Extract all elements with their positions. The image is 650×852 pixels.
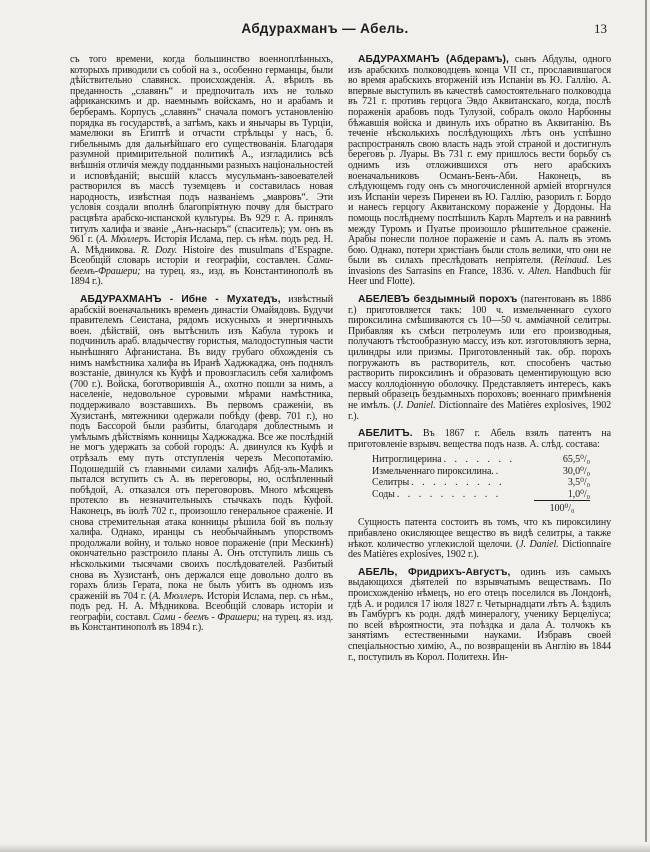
dot-leader: . [495, 465, 502, 477]
row-value: 3,5⁰/₀ [567, 477, 590, 489]
row-label: Соды [372, 488, 395, 500]
article-abdurahman-ibne-muhated [70, 295, 333, 634]
article-body [348, 568, 611, 663]
left-column [70, 55, 333, 663]
text-columns [0, 45, 650, 663]
article-headword: АБДУРАХМАНЪ - Ибне - Мухатедъ, [80, 294, 281, 306]
article-body [348, 55, 611, 288]
row-label: Селитры [372, 477, 410, 489]
row-label: Нитроглицерина [372, 454, 442, 466]
table-row-nitroglycerin [372, 454, 590, 466]
article-text: Въ 1867 г. Абель взялъ патентъ на приготовленіе взрывч. вещества подъ назв. А. слѣд. состава: [348, 428, 611, 450]
dot-leader: . . . . . . . . . [411, 477, 505, 489]
row-label: Измельченнаго пироксилина. [372, 465, 494, 477]
row-value: 65,5⁰/₀ [562, 454, 590, 466]
article-text: сынъ Абдулы, одного изъ арабскихъ полководцевъ конца VII ст., прославившагося во время арабскихъ вторженій изъ Испаніи въ Ю. Галлію. А. впервые выступилъ въ качествѣ самостоятельнаго полководца въ 721 г. противъ герцога Эвдо Аквитанскаго, когда, послѣ пораженія арабовъ подъ Тулузой, собралъ около Нарбонны бѣжавшія войска и двинулъ ихъ обратно въ Аквитанію. Въ теченіе нѣсколькихъ послѣдующихъ лѣтъ онъ успѣшно распространялъ свою власть надъ этой страной и достигнулъ береговъ р. Луары. Въ 731 г. ему пришлось вести борьбу съ однимъ изъ отложившихся отъ него арабскихъ военачальниковъ Османъ-Бенъ-Аби. Наконецъ, въ слѣдующемъ году онъ съ многочисленной арміей вторгнулся изъ Испаніи черезъ Пиренеи въ Ю. Галлію, разорилъ г. Бордо и нанесъ герцогу Аквитанскому пораженіе у Дордоны. На помощь послѣднему поспѣшилъ Карлъ Мартелъ и на равнинѣ между Туромъ и Пуатье произошло рѣшительное сраженіе. Арабы понесли полное пораженіе и самъ А. палъ въ этомъ бою. Однако, потери христіанъ были столь велики, что они не были въ силахъ преслѣдовать непріятеля. (Reinaud. Les invasions des Sarrasins en France, 1836. v. Alten. Handbuch für Heer und Flotte). [348, 54, 611, 288]
dot-leader: . . . . . . . . . . [396, 488, 502, 500]
table-row-saltpeter [372, 477, 590, 489]
article-headword: АБЕЛЬ, Фридрихъ-Августъ, [358, 566, 511, 578]
scan-bottom-shadow [0, 844, 650, 852]
article-body: съ того времени, когда большинство военноплѣнныхъ, которыхъ приводили съ собой на з., особенно германцы, были дѣйствительно славянск. происхожденія. А. вѣрилъ въ преданность „славянъ“ и предпочиталъ ихъ не только африканскимъ и др. наемнымъ войскамъ, но и арабамъ и берберамъ. Корпусъ „славянъ“ сначала помогъ установленію порядка въ государствѣ, а затѣмъ, какъ и янычары въ Турціи, мамелюки въ Египтѣ и отчасти стрѣльцы у насъ, б. гибельнымъ для дальнѣйшаго его существованія. Благодаря разумной примирительной политикѣ А., изгладились всѣ внѣшнія отличія между подданными разныхъ національностей и исповѣданій; высшій классъ мусульманъ-завоевателей растворился въ массѣ туземцевъ и составилась новая народность, извѣстная подъ названіемъ „мавровъ“. Эти условія создали вполнѣ благопріятную почву для быстраго расцвѣта арабско-испанской культуры. Въ 929 г. А. принялъ титулъ халифа и званіе „Анъ-насыръ“ (спаситель); ум. онъ въ 961 г. (А. Мюллеръ. Исторія Ислама, пер. съ нѣм. подъ ред. Н. А. Мѣдникова. R. Dozy. Histoire des musulmans d’Espagne. Всеобщій словарь исторіи и географіи, составлен. Сами-беемъ-Фрашери; на турец. яз., изд. въ Константинополѣ въ 1894 г.). [70, 54, 333, 288]
article-text: (патентованъ въ 1886 г.) приготовляется такъ: 100 ч. измельченнаго сухого пироксилина смѣшиваются съ 10—50 ч. амміачной селитры. Прибавляя къ смѣси петролеумъ или его производныя, получаютъ тѣстообразную массу, изъ кот. изготовляютъ зерна, цилиндры или призмы. Приготовленный так. обр. порохъ погружаютъ въ растворитель, кот. способенъ частью растворить пироксилинъ и образовать цементирующую всю массу коллодіонную оболочку. Представляетъ интересъ, какъ первый образецъ бездымныхъ пороховъ; военнаго примѣненія не имѣлъ. (J. Daniel. Dictionnaire des Matières explosives, 1902 г.). [348, 294, 611, 422]
article-abelev-smokeless-powder [348, 295, 611, 422]
article-text: Сущность патента состоитъ въ томъ, что къ пироксилину прибавлено окисляющее вещество въ видѣ селитры, а также нѣкот. количество углекислой щелочи. (J. Daniel. Dictionnaire des Matières explosives, 1902 г.). [348, 517, 611, 561]
article-body [348, 295, 611, 422]
article-abdurahman-iii-continuation [70, 55, 333, 288]
dot-leader: . . . . . . . [443, 454, 516, 466]
row-value: 1,0⁰/₀ [567, 488, 590, 500]
article-text: извѣстный арабскій военачальникъ временъ династіи Омайядовъ. Будучи правителемъ Сеистана, рядомъ искусныхъ и энергичныхъ воен. дѣйствій, онъ вытѣснилъ изъ Кабула турокъ и подчинилъ араб. владычеству гористыя, малодоступныя части нынѣшняго Афганистана. Въ виду грубаго обхожденія съ нимъ намѣстника халифа въ Иранѣ Хаджжаджа, онъ поднялъ возстаніе, двинулся къ Куфѣ и провозгласилъ себя халифомъ (700 г.). Войска, боготворившія А., охотно пошли за нимъ, а населеніе, недовольное суровыми мѣрами намѣстника, поддерживало возставшихъ. Въ первомъ сраженіи, въ Хузистанѣ, мятежники одержали побѣду (февр. 701 г.), но подъ Бассорой были разбиты, благодаря доблестнымъ и умѣлымъ дѣйствіямъ конницы Хаджжаджа. Все же послѣдній не могъ удержать за собой городъ: А. двинулся къ Куфѣ и отрѣзалъ ему путь отступленія черезъ Месопотамію. Подошедшій съ главными силами халифъ Абд-эль-Маликъ пытался вступить съ А. въ переговоры, но, ослѣпленный побѣдой, А. отказался отъ переговоровъ. Много мѣсяцевъ протекло въ незначительныхъ стычкахъ подъ Куфой. Наконецъ, въ іюлѣ 702 г., произошло генеральное сраженіе. И снова стремительная атака конницы рѣшила бой въ пользу халифа. Однако, иранцы съ необычайнымъ упорствомъ продолжали войну, и только новое пораженіе (при Мескинѣ) окончательно разстроило планы А. Онъ отступилъ лишь съ нѣсколькими тысячами своихъ послѣдователей. Разбитый снова въ Хузистанѣ, онъ держался еще довольно долго въ горахъ близь Герата, пока не былъ убитъ въ одномъ изъ сраженій въ 704 г. (А. Мюллеръ. Исторія Ислама, пер. съ нѣм., подъ ред. Н. А. Мѣдникова. Всеобщій словарь исторіи и географіи, составл. Сами - беемъ - Фрашери; на турец. яз. изд. въ Константинополѣ въ 1894 г.). [70, 294, 334, 634]
running-head [0, 0, 650, 45]
right-column [348, 55, 611, 663]
article-text: одинъ изъ самыхъ выдающихся дѣятелей по взрывчатымъ веществамъ. По происхожденію нѣмецъ, но его отецъ поселился въ Лондонѣ, гдѣ А. и родился 17 іюля 1827 г. Четырнадцати лѣтъ А. ѣздилъ въ Гамбургъ къ родн. дядѣ минералогу, ученику Берцеліуса; по всей вѣроятности, эта поѣздка и дала А. толчокъ къ занятіямъ естественными науками. Избравъ своей спеціальностью химію, А., по возвращеніи въ Англію въ 1844 г., поступилъ въ Корол. Политехн. Ин- [348, 566, 611, 663]
article-headword: АБЕЛЕВЪ бездымный порохъ [358, 294, 518, 306]
article-abdurahman-abderam [348, 55, 611, 288]
table-row-soda [372, 489, 590, 501]
article-headword: АБЕЛИТЪ. [358, 428, 413, 440]
table-total-value: 100⁰/₀ [534, 500, 590, 515]
article-patent-essence [348, 518, 611, 560]
scan-page-edge [645, 0, 647, 842]
article-abelit [348, 429, 611, 561]
table-row-pyroxylin [372, 466, 590, 478]
running-head-title: Абдурахманъ — Абель. [241, 21, 409, 36]
page-number: 13 [594, 21, 607, 36]
article-abel-frederick-august [348, 568, 611, 663]
article-body [70, 295, 333, 634]
row-value: 30,0⁰/₀ [562, 465, 590, 477]
article-intro [348, 429, 611, 450]
table-total-row [372, 500, 590, 515]
composition-table [372, 454, 590, 515]
article-headword: АБДУРАХМАНЪ (Абдерамъ), [358, 54, 509, 65]
